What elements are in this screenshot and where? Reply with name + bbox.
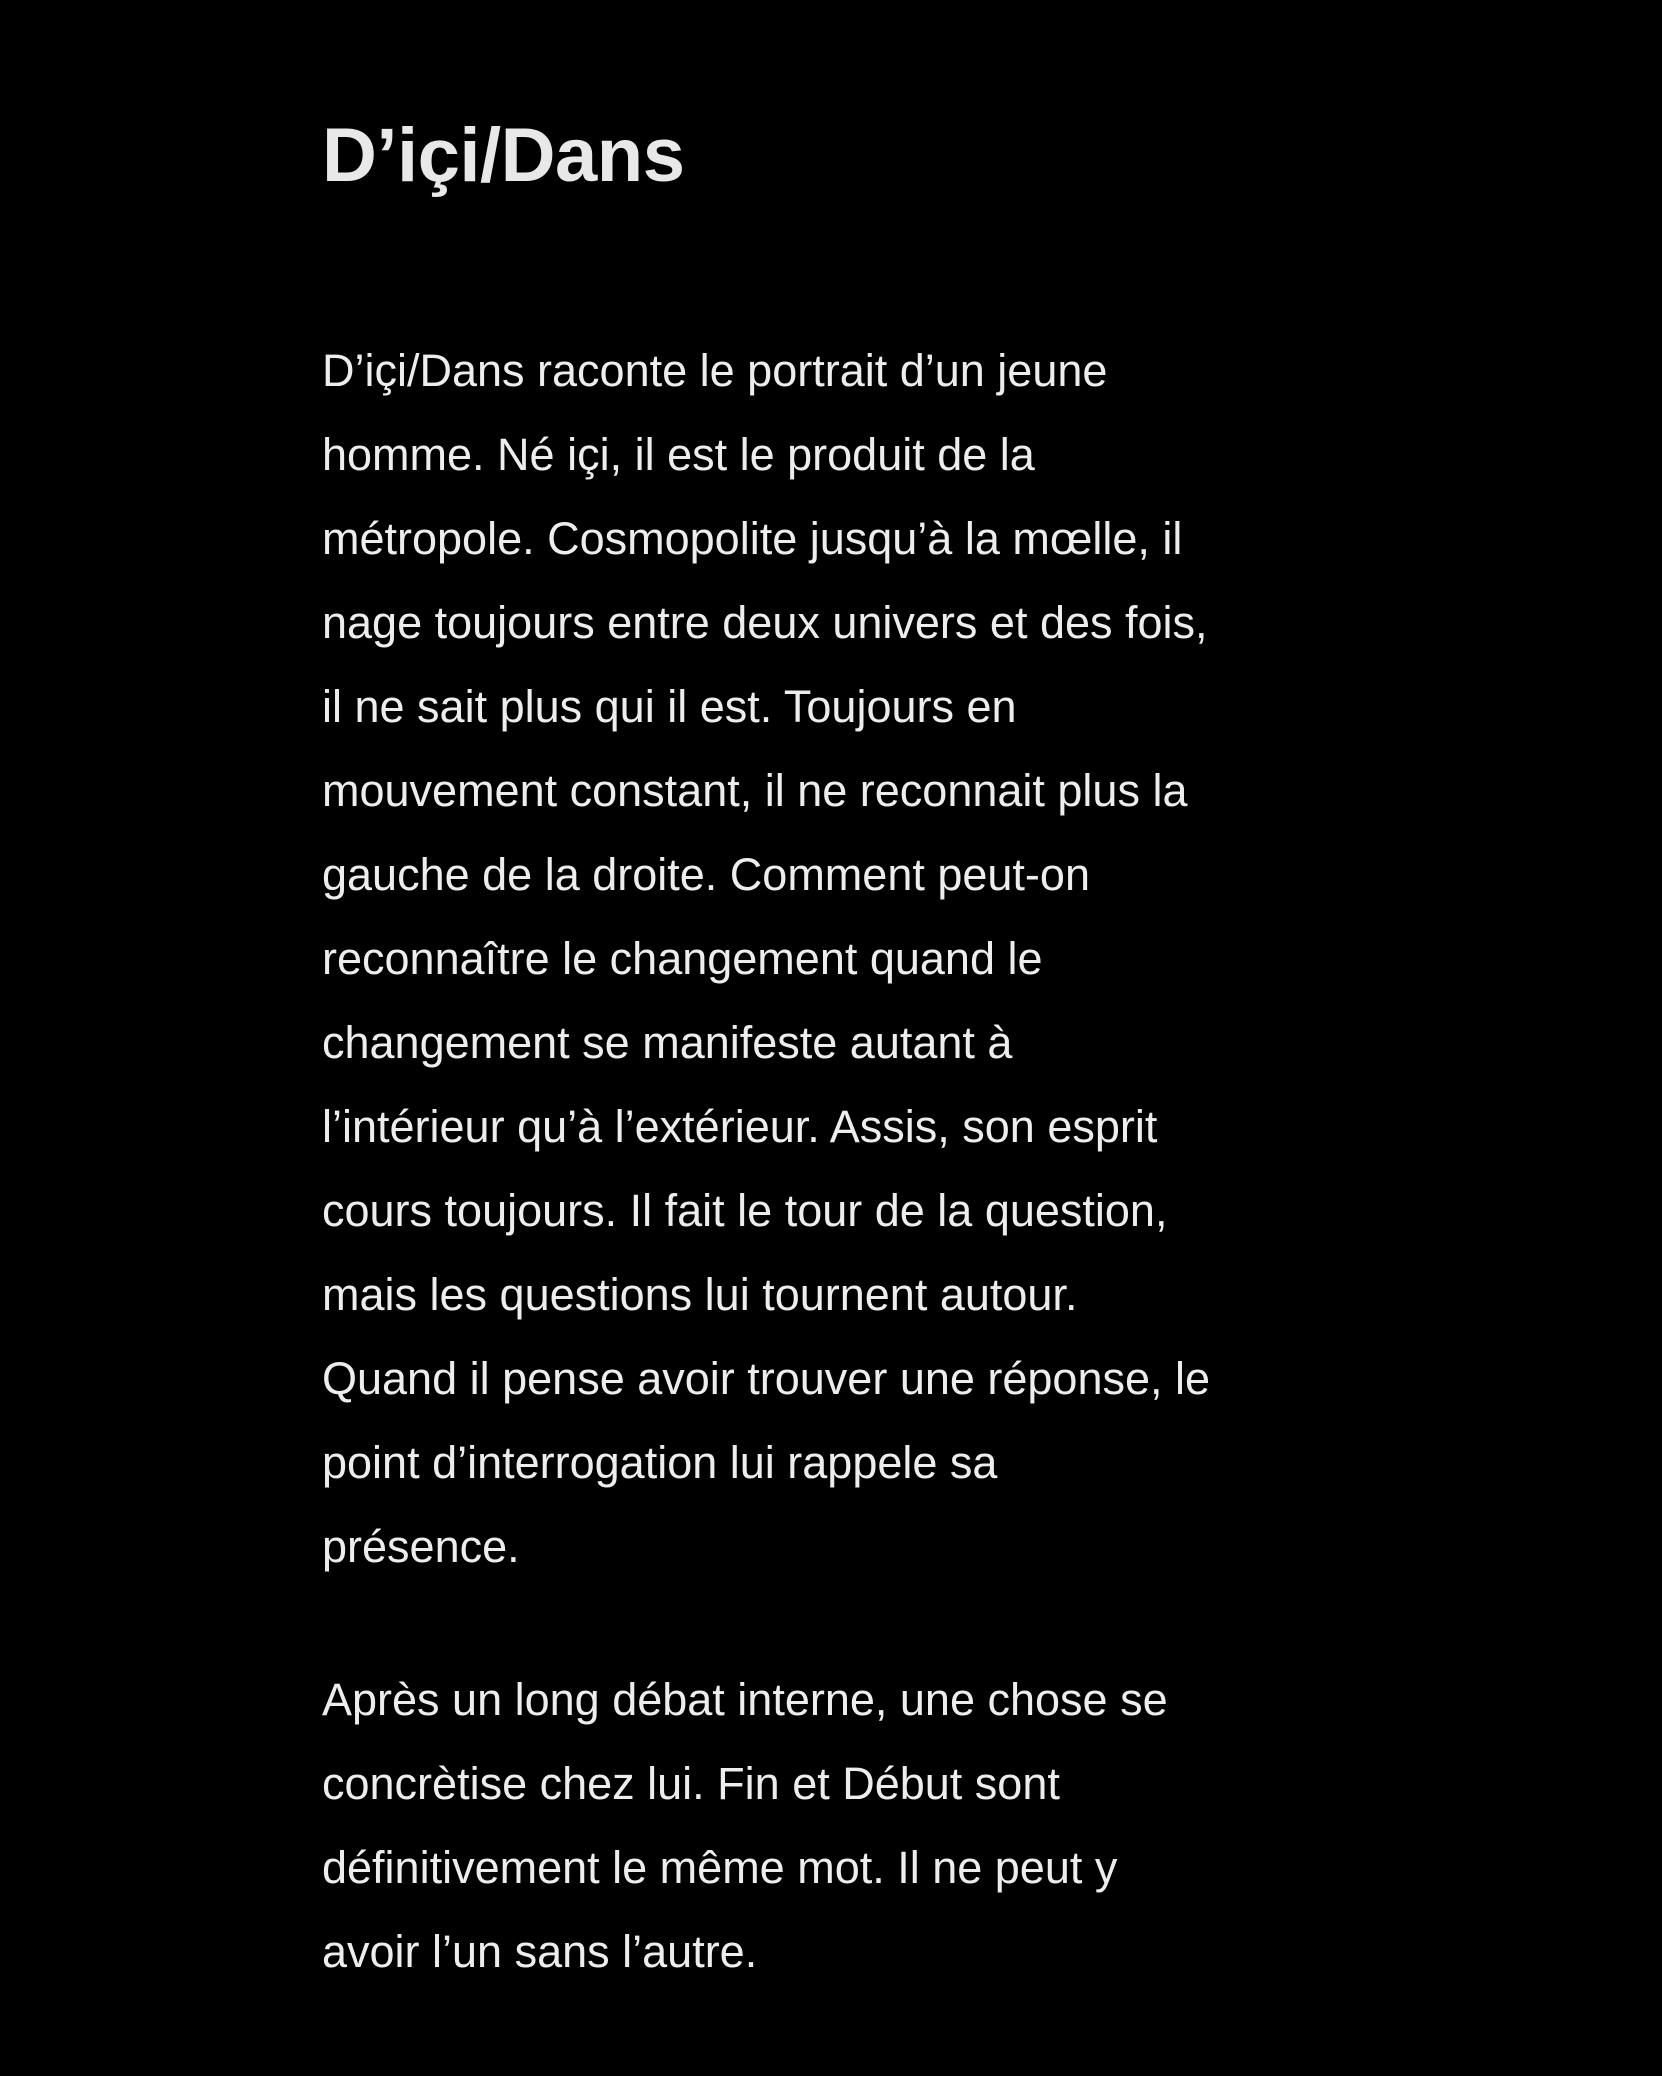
text-line: définitivement le même mot. Il ne peut y	[322, 1842, 1118, 1894]
text-line: homme. Né içi, il est le produit de la	[322, 429, 1035, 481]
text-line: avoir l’un sans l’autre.	[322, 1926, 758, 1978]
text-line: mouvement constant, il ne reconnait plus la	[322, 765, 1188, 817]
text-line: l’intérieur qu’à l’extérieur. Assis, son esprit	[322, 1101, 1158, 1153]
text-line: Après un long débat interne, une chose se	[322, 1674, 1168, 1726]
text-line: présence.	[322, 1521, 520, 1573]
text-line: D’içi/Dans raconte le portrait d’un jeune	[322, 345, 1108, 397]
text-line: reconnaître le changement quand le	[322, 933, 1043, 985]
document-page	[322, 110, 1402, 1994]
text-line: concrètise chez lui. Fin et Début sont	[322, 1758, 1060, 1810]
text-line: il ne sait plus qui il est. Toujours en	[322, 681, 1017, 733]
text-line: Quand il pense avoir trouver une réponse, le	[322, 1353, 1211, 1405]
text-line: métropole. Cosmopolite jusqu’à la mœlle, il	[322, 513, 1183, 565]
text-line: nage toujours entre deux univers et des fois,	[322, 597, 1208, 649]
text-line: cours toujours. Il fait le tour de la question,	[322, 1185, 1168, 1237]
text-line: gauche de la droite. Comment peut-on	[322, 849, 1090, 901]
paragraph-1	[322, 329, 1402, 1589]
paragraph-2	[322, 1658, 1402, 1994]
text-line: mais les questions lui tournent autour.	[322, 1269, 1078, 1321]
page-title: D’içi/Dans	[322, 113, 685, 198]
text-line: point d’interrogation lui rappele sa	[322, 1437, 998, 1489]
text-line: changement se manifeste autant à	[322, 1017, 1013, 1069]
